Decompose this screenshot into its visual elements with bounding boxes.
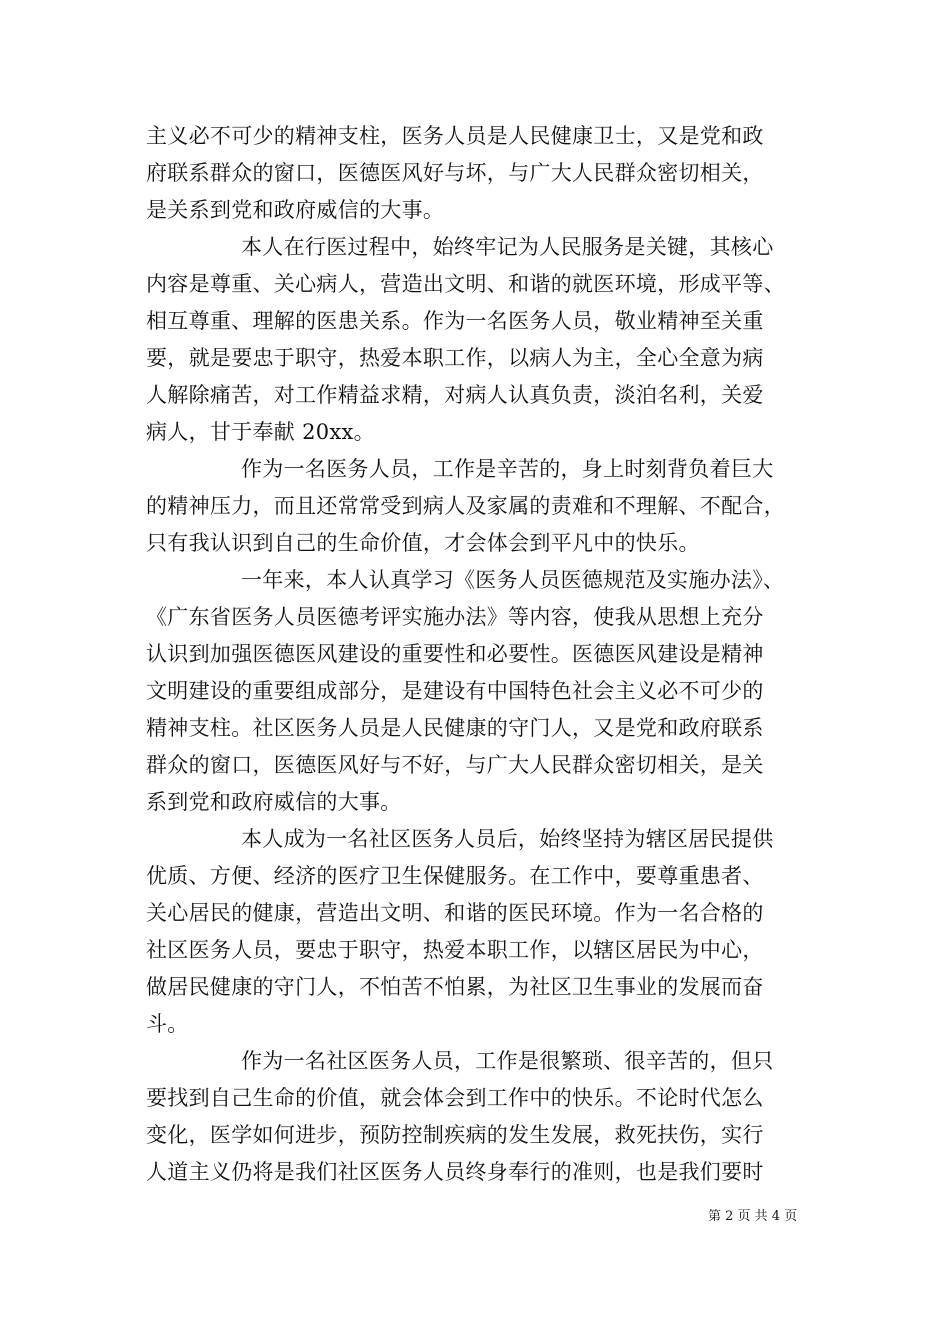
text-line: 只有我认识到自己的生命价值，才会体会到平凡中的快乐。	[146, 531, 700, 555]
text-line: 人道主义仍将是我们社区医务人员终身奉行的准则，也是我们要时	[146, 1160, 764, 1184]
text-line: 主义必不可少的精神支柱，医务人员是人民健康卫士，又是党和政	[146, 124, 764, 148]
text-line: 病人，甘于奉献 20xx。	[146, 420, 375, 444]
text-line: 《广东省医务人员医德考评实施办法》等内容，使我从思想上充分	[146, 605, 764, 629]
text-line: 作为一名医务人员，工作是辛苦的，身上时刻背负着巨大	[241, 457, 774, 481]
text-line: 府联系群众的窗口，医德医风好与坏，与广大人民群众密切相关，	[146, 161, 764, 185]
text-line: 斗。	[146, 1012, 189, 1036]
text-line: 要，就是要忠于职守，热爱本职工作，以病人为主，全心全意为病	[146, 346, 764, 370]
text-line: 内容是尊重、关心病人，营造出文明、和谐的就医环境，形成平等、	[146, 272, 785, 296]
text-line: 是关系到党和政府威信的大事。	[146, 198, 445, 222]
text-line: 认识到加强医德医风建设的重要性和必要性。医德医风建设是精神	[146, 642, 764, 666]
text-line: 系到党和政府威信的大事。	[146, 790, 402, 814]
text-line: 的精神压力，而且还常常受到病人及家属的责难和不理解、不配合，	[146, 494, 785, 518]
text-line: 社区医务人员，要忠于职守，热爱本职工作，以辖区居民为中心，	[146, 938, 764, 962]
page-number-footer: 第 2 页 共 4 页	[708, 1209, 798, 1224]
body-text	[146, 118, 806, 1191]
text-line: 一年来，本人认真学习《医务人员医德规范及实施办法》、	[241, 568, 785, 592]
text-line: 本人在行医过程中，始终牢记为人民服务是关键，其核心	[241, 235, 774, 259]
text-line: 人解除痛苦，对工作精益求精，对病人认真负责，淡泊名利，关爱	[146, 383, 764, 407]
text-line: 做居民健康的守门人，不怕苦不怕累，为社区卫生事业的发展而奋	[146, 975, 764, 999]
text-line: 精神支柱。社区医务人员是人民健康的守门人，又是党和政府联系	[146, 716, 764, 740]
text-line: 变化，医学如何进步，预防控制疾病的发生发展，救死扶伤，实行	[146, 1123, 764, 1147]
text-line: 本人成为一名社区医务人员后，始终坚持为辖区居民提供	[241, 827, 774, 851]
text-line: 群众的窗口，医德医风好与不好，与广大人民群众密切相关，是关	[146, 753, 764, 777]
text-line: 要找到自己生命的价值，就会体会到工作中的快乐。不论时代怎么	[146, 1086, 764, 1110]
text-line: 关心居民的健康，营造出文明、和谐的医民环境。作为一名合格的	[146, 901, 764, 925]
text-line: 作为一名社区医务人员，工作是很繁琐、很辛苦的，但只	[241, 1049, 774, 1073]
text-line: 文明建设的重要组成部分，是建设有中国特色社会主义必不可少的	[146, 679, 764, 703]
text-line: 相互尊重、理解的医患关系。作为一名医务人员，敬业精神至关重	[146, 309, 764, 333]
text-line: 优质、方便、经济的医疗卫生保健服务。在工作中，要尊重患者、	[146, 864, 764, 888]
